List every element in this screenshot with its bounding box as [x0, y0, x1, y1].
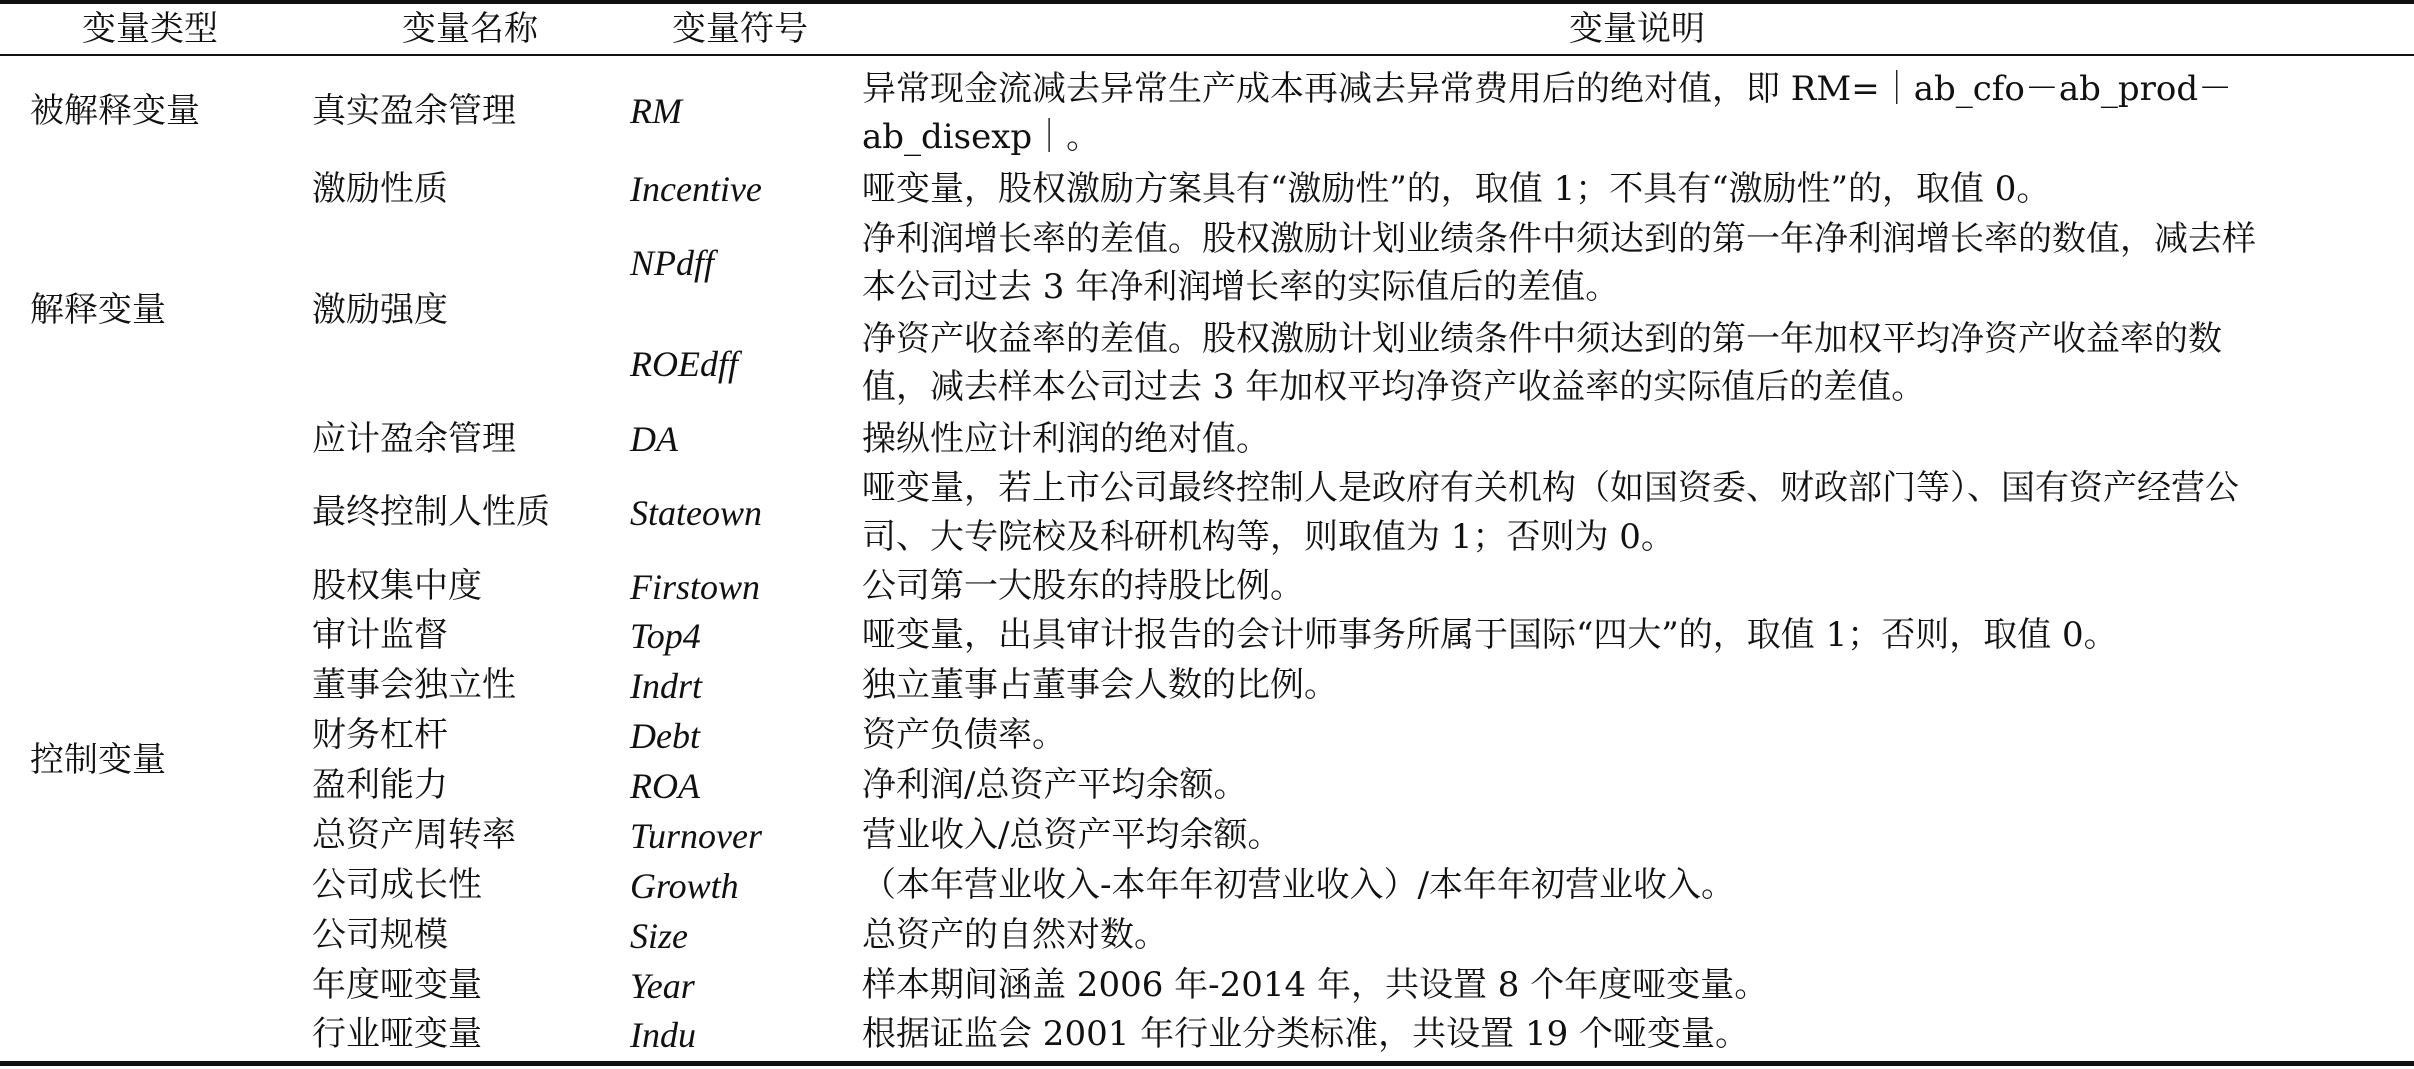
- row-symbol: Incentive: [630, 169, 762, 209]
- row-description-cont: ab_disexp｜。: [862, 117, 1101, 157]
- row-description: 净利润/总资产平均余额。: [862, 765, 1248, 805]
- row-description: 独立董事占董事会人数的比例。: [862, 665, 1338, 705]
- row-symbol: RM: [630, 91, 682, 131]
- row-symbol: NPdff: [630, 243, 715, 283]
- row-name: 股权集中度: [312, 566, 482, 606]
- row-symbol: Size: [630, 916, 688, 956]
- header-type: 变量类型: [82, 9, 218, 49]
- row-symbol: Turnover: [630, 816, 763, 856]
- row-symbol: Top4: [630, 616, 701, 656]
- row-description: 公司第一大股东的持股比例。: [862, 566, 1304, 606]
- row-name: 行业哑变量: [312, 1014, 482, 1054]
- row-symbol: ROA: [630, 766, 700, 806]
- row-description: 哑变量，若上市公司最终控制人是政府有关机构（如国资委、财政部门等）、国有资产经营公: [862, 468, 2239, 508]
- row-name: 真实盈余管理: [312, 91, 516, 131]
- row-name: 激励强度: [312, 290, 448, 330]
- row-description: 净资产收益率的差值。股权激励计划业绩条件中须达到的第一年加权平均净资产收益率的数: [862, 319, 2222, 359]
- row-name: 最终控制人性质: [312, 492, 550, 532]
- row-description: 根据证监会 2001 年行业分类标准，共设置 19 个哑变量。: [862, 1014, 1750, 1054]
- row-name: 年度哑变量: [312, 965, 482, 1005]
- row-description: 操纵性应计利润的绝对值。: [862, 419, 1270, 459]
- row-symbol: Growth: [630, 866, 739, 906]
- bottom-rule: [0, 1061, 2414, 1066]
- row-name: 总资产周转率: [312, 815, 516, 855]
- row-description: 资产负债率。: [862, 715, 1066, 755]
- header-name: 变量名称: [402, 9, 538, 49]
- row-name: 董事会独立性: [312, 665, 516, 705]
- row-name: 公司成长性: [312, 865, 482, 905]
- row-symbol: Indrt: [630, 666, 702, 706]
- row-symbol: Year: [630, 966, 695, 1006]
- row-name: 盈利能力: [312, 765, 448, 805]
- row-name: 审计监督: [312, 615, 448, 655]
- row-description: 样本期间涵盖 2006 年-2014 年，共设置 8 个年度哑变量。: [862, 965, 1769, 1005]
- header-description: 变量说明: [1569, 9, 1705, 49]
- row-symbol: DA: [630, 419, 678, 459]
- row-name: 激励性质: [312, 169, 448, 209]
- row-description-cont: 本公司过去 3 年净利润增长率的实际值后的差值。: [862, 267, 1620, 307]
- row-symbol: ROEdff: [630, 344, 738, 384]
- row-symbol: Stateown: [630, 493, 762, 533]
- row-description: 异常现金流减去异常生产成本再减去异常费用后的绝对值，即 RM=｜ab_cfo－ab_prod－: [862, 69, 2233, 109]
- row-description-cont: 值，减去样本公司过去 3 年加权平均净资产收益率的实际值后的差值。: [862, 367, 1926, 407]
- header-symbol: 变量符号: [672, 9, 808, 49]
- row-description: 营业收入/总资产平均余额。: [862, 815, 1282, 855]
- row-symbol: Indu: [630, 1015, 696, 1055]
- header-rule: [0, 54, 2414, 56]
- row-description: 哑变量，出具审计报告的会计师事务所属于国际“四大”的，取值 1；否则，取值 0。: [862, 615, 2118, 655]
- row-name: 应计盈余管理: [312, 419, 516, 459]
- row-symbol: Firstown: [630, 567, 761, 607]
- row-description: 净利润增长率的差值。股权激励计划业绩条件中须达到的第一年净利润增长率的数值，减去样: [862, 219, 2256, 259]
- row-symbol: Debt: [630, 716, 700, 756]
- group-dependent: 被解释变量: [30, 91, 200, 131]
- row-description-cont: 司、大专院校及科研机构等，则取值为 1；否则为 0。: [862, 517, 1675, 557]
- row-description: 哑变量，股权激励方案具有“激励性”的，取值 1；不具有“激励性”的，取值 0。: [862, 169, 2051, 209]
- row-description: 总资产的自然对数。: [862, 915, 1168, 955]
- row-description: （本年营业收入-本年年初营业收入）/本年年初营业收入。: [862, 865, 1735, 905]
- row-name: 财务杠杆: [312, 715, 448, 755]
- row-name: 公司规模: [312, 915, 448, 955]
- group-control: 控制变量: [30, 740, 166, 780]
- group-explanatory: 解释变量: [30, 290, 166, 330]
